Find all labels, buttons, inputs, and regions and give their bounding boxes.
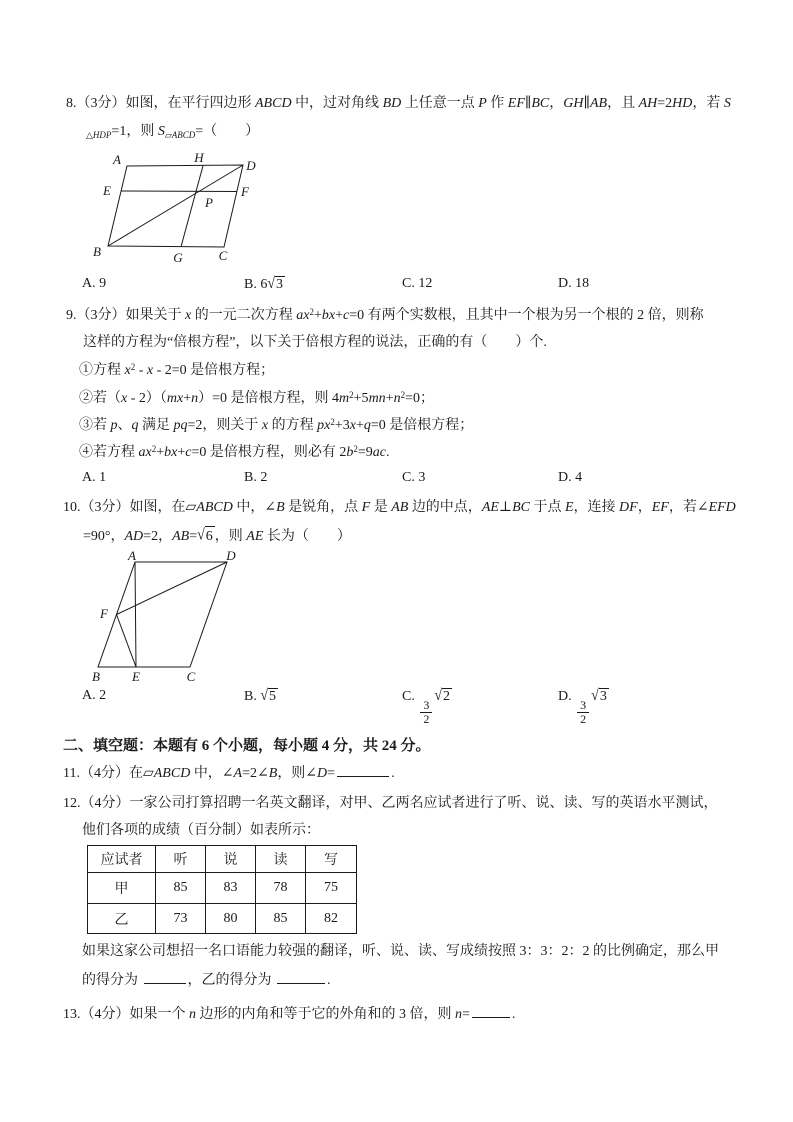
q12-line-3: 如果这家公司想招一名口语能力较强的翻译，听、说、读、写成绩按照 3：3：2：2 的比例确定，那么甲 [82,944,719,959]
sqrt-radical: √3 [267,275,284,293]
vertex-label-b: B [92,669,100,684]
q12-line-4: 的得分为 ，乙的得分为 . [82,970,331,990]
table-cell: 85 [156,873,206,904]
segment-ef [121,191,237,192]
vertex-label-d: D [246,158,256,173]
q8-choice-d: D. 18 [558,276,590,291]
q9-choice-d: D. 4 [558,470,583,485]
vertex-label-p: P [205,195,213,210]
segment-hg [181,166,203,247]
vertex-label-a: A [128,548,136,563]
table-header-cell: 写 [306,846,357,873]
q8-choice-b: B. 6√3 [244,275,284,293]
vertex-label-c: C [186,669,196,684]
q8-choice-a: A. 9 [82,276,107,291]
table-cell: 80 [206,904,256,934]
vertex-label-f: F [241,184,249,199]
fraction: $\frac{3}{2}$ [420,699,432,726]
q12-line-1: 12.（4分）一家公司打算招聘一名英文翻译，对甲、乙两名应试者进行了听、说、读、写的英语水平测试， [63,796,718,811]
table-cell: 78 [256,873,306,904]
q10-choice-a: A. 2 [82,688,107,703]
q9-choice-b: B. 2 [244,470,268,485]
vertex-label-d: D [226,548,236,563]
table-cell: 乙 [88,904,156,934]
segment-ae [135,562,136,667]
q8-figure [88,150,270,266]
table-cell: 85 [256,904,306,934]
table-row [88,873,357,904]
q9-choice-a: A. 1 [82,470,107,485]
table-cell: 73 [156,904,206,934]
vertex-label-b: B [93,244,101,259]
sqrt-radical: √5 [260,687,277,705]
q8-line-1: 8.（3分）如图，在平行四边形 ABCD 中，过对角线 BD 上任意一点 P 作 EF∥BC，GH∥AB，且 AH=2HD，若 S [66,96,731,111]
sqrt-radical: √3 [591,687,607,705]
q8-line-2: $_{\triangle HDP}$=1，则 $S_{▱ABCD}=$（ ） [86,124,260,140]
table-header-cell: 听 [156,846,206,873]
q8-choices [0,276,793,302]
table-header-cell: 读 [256,846,306,873]
vertex-label-f: F [100,606,108,621]
vertex-label-g: G [173,250,183,265]
table-row [88,904,357,934]
section2-header: 二、填空题：本题有 6 个小题，每小题 4 分，共 24 分。 [63,738,431,754]
table-cell: 82 [306,904,357,934]
table-header-cell: 说 [206,846,256,873]
vertex-label-a: A [113,152,121,167]
q9-statement-2: ②若（x - 2）（mx+n）=0 是倍根方程，则 $4m^2+5mn+n^2=0$； [79,390,434,406]
q10-line-2: =90°，AD=2，AB=√6 ，则 AE 长为（ ） [83,527,351,545]
segment-fd [117,562,228,615]
segment-fe [117,615,137,668]
q9-line-1: 9.（3分）如果关于 x 的一元二次方程 $ax^2+bx+c=0$ 有两个实数根，且其中一个根为另一个根的 2 倍，则称 [66,307,704,323]
table-header-row [88,846,357,873]
vertex-label-e: E [103,183,111,198]
table-header-cell: 应试者 [88,846,156,873]
q9-statement-4: ④若方程 $ax^2+bx+c=0$ 是倍根方程，则必有 $2b^2=9ac$. [79,444,390,460]
vertex-label-h: H [194,150,204,165]
table-cell: 83 [206,873,256,904]
answer-blank [337,763,389,777]
answer-blank [144,970,186,984]
q13-line-1: 13.（4分）如果一个 n 边形的内角和等于它的外角和的 3 倍，则 n= . [63,1004,515,1024]
q10-line-1: 10.（3分）如图，在▱ABCD 中，∠B 是锐角，点 F 是 AB 边的中点，AE⊥BC 于点 E，连接 DF，EF，若∠EFD [63,500,736,515]
score-table [87,845,357,934]
table-cell: 75 [306,873,357,904]
q10-choice-c: C. $\frac{3}{2}$ √2 [402,687,451,726]
q9-line-2: 这样的方程为“倍根方程”，以下关于倍根方程的说法，正确的有（ ）个. [83,335,547,350]
sqrt-radical: √2 [434,687,451,705]
q11-line-1: 11.（4分）在▱ABCD 中，∠A=2∠B，则∠D= . [63,763,395,783]
table-cell: 甲 [88,873,156,904]
answer-blank [472,1004,510,1018]
q10-figure [90,550,248,684]
diagonal-bd [108,165,243,246]
sqrt-radical: √6 [197,527,213,545]
q10-choice-b: B. √5 [244,687,277,705]
q9-choices [0,470,793,496]
q9-statement-3: ③若 p、q 满足 pq=2，则关于 x 的方程 $px^2+3x+q=0$ 是倍根方程； [79,417,474,433]
q10-choices [0,687,793,726]
q12-line-2: 他们各项的成绩（百分制）如表所示： [82,823,320,838]
vertex-label-e: E [132,669,140,684]
q10-choice-d: D. $\frac{3}{2}$ √3 [558,687,607,726]
vertex-label-c: C [218,248,228,263]
fraction: $\frac{3}{2}$ [577,699,589,726]
q9-choice-c: C. 3 [402,470,426,485]
q9-statement-1: ①方程 $x^2 - x - 2=0$ 是倍根方程； [79,362,275,378]
answer-blank [277,970,325,984]
q8-choice-c: C. 12 [402,276,433,291]
